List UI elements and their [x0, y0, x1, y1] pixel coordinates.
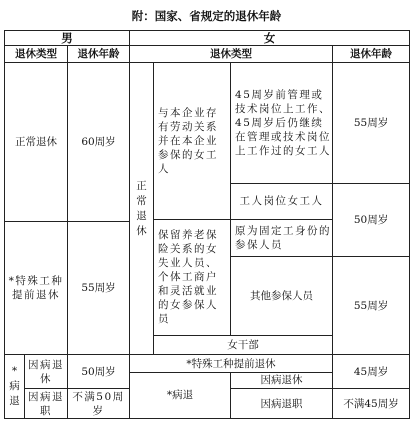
page-title: 附：国家、省规定的退休年龄: [131, 9, 282, 23]
male-special-age: 55周岁: [68, 221, 130, 354]
male-sick-leave-age: 不满50周岁: [68, 389, 130, 419]
female-insured-group: 保留养老保险关系的女失业人员、个体工商户和灵活就业的女参保人员: [154, 219, 231, 335]
female-worker-desc: 工人岗位女工人: [231, 183, 333, 219]
column-header-row: [5, 46, 410, 62]
female-col-type: 退休类型: [130, 46, 333, 62]
male-col-age: 退休年龄: [68, 46, 130, 62]
male-sick-retire-age: 50周岁: [68, 355, 130, 389]
female-employed-group: 与本企业存有劳动关系并在本企业参保的女工人: [154, 62, 231, 219]
female-other-age: 55周岁: [333, 256, 410, 355]
male-col-type: 退休类型: [5, 46, 68, 62]
male-sick-retire: 因病退休: [25, 355, 68, 389]
male-normal-type: 正常退休: [5, 62, 68, 221]
male-sick-group: [5, 355, 25, 419]
female-sick-group: *病退: [130, 372, 231, 418]
female-sick-leave-age: 不满45周岁: [333, 389, 410, 419]
retirement-age-table: [4, 30, 410, 419]
female-special-type: *特殊工种提前退休: [130, 355, 333, 372]
male-sick-group-label: *病退: [9, 365, 20, 408]
female-mgmt-age: 55周岁: [333, 62, 410, 183]
male-normal-age: 60周岁: [68, 62, 130, 221]
female-normal-group-label: 正常退休: [136, 179, 147, 237]
female-header: 女: [130, 31, 410, 46]
female-sick-retire: 因病退休: [231, 372, 333, 388]
female-sick-leave: 因病退职: [231, 389, 333, 419]
female-worker-age: 50周岁: [333, 183, 410, 256]
table-row: [5, 62, 410, 183]
female-fixed-desc: 原为固定工身份的参保人员: [231, 219, 333, 256]
sex-header-row: [5, 31, 410, 46]
female-special-age: 45周岁: [333, 355, 410, 389]
table-row: [5, 355, 410, 357]
male-sick-leave: 因病退职: [25, 389, 68, 419]
female-cadre: 女干部: [154, 335, 333, 355]
male-header: 男: [5, 31, 130, 46]
female-normal-group: [130, 62, 154, 355]
female-other-desc: 其他参保人员: [231, 256, 333, 335]
female-mgmt-desc: 45周岁前管理或技术岗位上工作、45周岁后仍继续在管理或技术岗位上工作过的女工人: [231, 62, 333, 183]
female-col-age: 退休年龄: [333, 46, 410, 62]
male-special-type: *特殊工种提前退休: [5, 221, 68, 354]
